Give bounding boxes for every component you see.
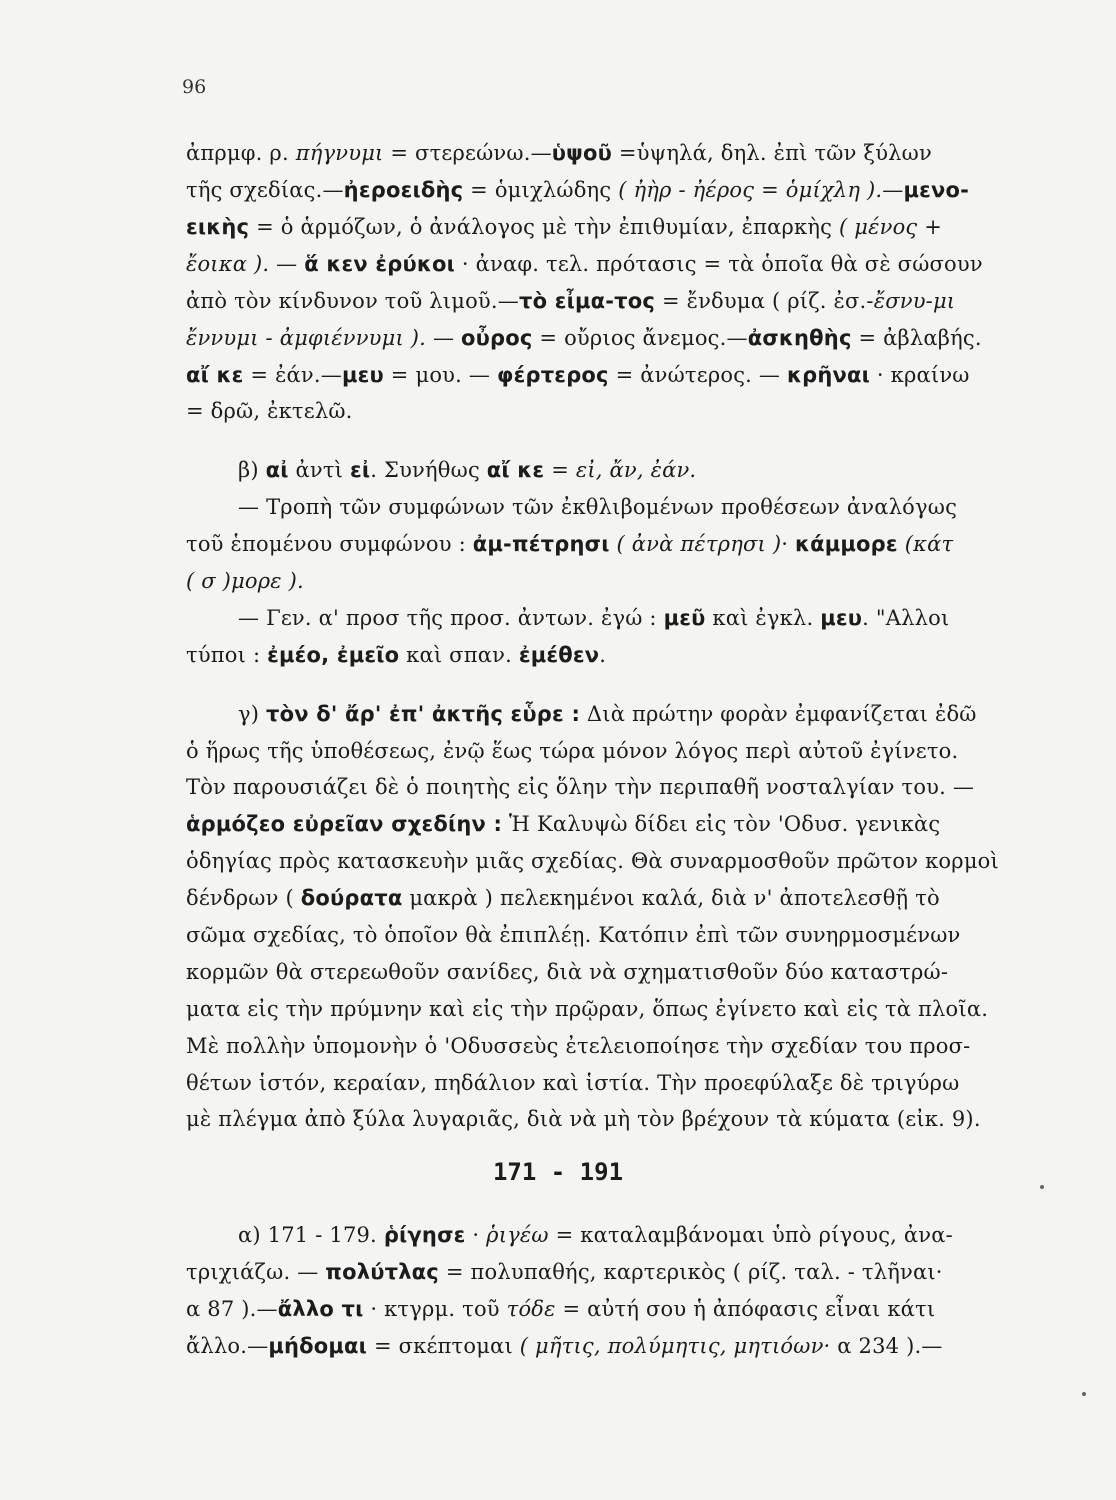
text-line [186,1257,1018,1287]
text-segment: γ) [238,702,267,726]
italic-term: ἔννυμι - ἀμφιέννυμι ). [186,326,427,350]
text-segment: τοῦ ἑπομένου συμφώνου : [186,532,473,556]
bold-term: κάμμορε [795,532,898,556]
bold-term: ἄλλο τι [277,1297,364,1321]
text-segment: ἄλλο.— [186,1334,269,1358]
section-heading: 171 - 191 [492,1158,624,1186]
text-segment: · κραίνω [870,363,970,387]
text-line [186,175,1018,205]
page-number: 96 [182,76,207,98]
bold-term: ῥίγησε [383,1223,466,1247]
text-segment: — [269,252,305,276]
text-segment: τριχιάζω. — [186,1260,326,1284]
bold-term: πολύτλας [325,1260,439,1284]
text-segment: Μὲ πολλὴν ὑπομονὴν ὁ 'Οδυσσεὺς ἐτελειοποίησε τὴν σχεδίαν του προσ- [186,1034,971,1058]
text-segment: = αὐτή σου ἡ ἀπόφασις εἶναι κάτι [555,1297,936,1321]
text-line [186,360,1018,390]
text-line [186,566,1018,596]
text-segment: ὁ ἥρως τῆς ὑποθέσεως, ἐνῷ ἕως τώρα μόνον λόγος περὶ αὐτοῦ ἐγίνετο. [186,739,959,763]
text-line [186,1104,1018,1134]
text-line [186,323,1018,353]
text-segment: — Τροπὴ τῶν συμφώνων τῶν ἐκθλιβομένων προθέσεων ἀναλόγως [238,495,958,519]
text-segment: . Συνήθως [370,458,487,482]
text-segment: σῶμα σχεδίας, τὸ ὁποῖον θὰ ἐπιπλέῃ. Κατόπιν ἐπὶ τῶν συνηρμοσμένων [186,923,961,947]
text-line [186,994,1018,1024]
italic-term: εἰ, ἄν, ἐάν. [575,458,697,482]
text-segment: β) [238,458,266,482]
bold-term: κρῆναι [787,363,871,387]
text-segment: Διὰ πρώτην φορὰν ἐμφανίζεται ἐδῶ [580,702,977,726]
bold-term: μενο- [903,178,970,202]
text-segment: =ὑψηλά, δηλ. ἐπὶ τῶν ξύλων [612,141,932,165]
italic-term: ῥιγέω [486,1223,549,1247]
text-segment [898,532,905,556]
text-segment: = πολυπαθής, καρτερικὸς ( ρίζ. ταλ. - τλῆναι· [438,1260,943,1284]
text-line [186,846,1018,876]
text-line [186,1294,1018,1324]
bold-term: αἴ κε [486,458,545,482]
italic-term: ( μένος + [839,215,943,239]
text-line [238,492,1018,522]
text-line [186,286,1018,316]
text-line [186,1068,1018,1098]
text-segment: = ἐάν.— [243,363,342,387]
text-segment: μακρὰ ) πελεκημένοι καλά, διὰ ν' ἀποτελεσθῇ τὸ [402,886,940,910]
text-segment: . "Αλλοι [862,606,950,630]
text-segment [610,532,617,556]
bold-term: μεῦ [663,606,706,630]
bold-term: μευ [341,363,384,387]
bold-term: εἰ [349,458,371,482]
bold-term: φέρτερος [496,363,609,387]
text-line [186,772,1018,802]
text-segment: · ἀναφ. τελ. πρότασις = τὰ ὁποῖα θὰ σὲ σώσουν [455,252,983,276]
text-segment: θέτων ἱστόν, κεραίαν, πηδάλιον καὶ ἱστία. Τὴν προεφύλαξε δὲ τριγύρω [186,1071,960,1095]
text-line [186,529,1018,559]
scan-speck [1040,1185,1044,1189]
text-line [238,1220,1018,1250]
italic-term: ἔσνυ-μι [873,289,956,313]
text-segment: = στερεώνω.— [383,141,552,165]
text-segment: ἀπὸ τὸν κίνδυνον τοῦ λιμοῦ.— [186,289,519,313]
italic-term: (κάτ [904,532,954,556]
text-line [186,138,1018,168]
text-segment: α 234 ).— [830,1334,943,1358]
italic-term: ( ἀνὰ πέτρησι ) [616,532,782,556]
text-segment: = [544,458,576,482]
text-segment: τύποι : [186,643,268,667]
italic-term: ( σ )μορε ). [186,569,304,593]
text-line [186,249,1018,279]
text-segment: ματα εἰς τὴν πρύμνην καὶ εἰς τὴν πρῷραν, ὅπως ἐγίνετο καὶ εἰς τὰ πλοῖα. [186,997,989,1021]
text-segment: · [781,532,795,556]
text-line [186,809,1018,839]
text-segment: ἀντὶ [288,458,350,482]
bold-term: ἠεροειδὴς [343,178,464,202]
italic-term: ( μῆτις, πολύμητις, μητιόων· [519,1334,831,1358]
text-segment: καὶ σπαν. [399,643,519,667]
text-segment: · [465,1223,487,1247]
text-segment: δένδρων ( [186,886,301,910]
text-segment: = ἀβλαβής. [851,326,982,350]
text-line [186,736,1018,766]
text-segment: = δρῶ, ἐκτελῶ. [186,399,353,423]
text-segment: · κτγρμ. τοῦ [363,1297,507,1321]
bold-term: δούρατα [300,886,403,910]
text-line [186,1331,1018,1361]
bold-term: ὑψοῦ [551,141,613,165]
text-line [186,640,1018,670]
italic-term: ( ἠὴρ - ἠέρος = ὁμίχλη ). [618,178,883,202]
bold-term: εικὴς [186,215,250,239]
text-line [186,396,1018,426]
bold-term: ἐμέθεν [518,643,600,667]
text-segment: μὲ πλέγμα ἀπὸ ξύλα λυγαριᾶς, διὰ νὰ μὴ τὸν βρέχουν τὰ κύματα (εἰκ. 9). [186,1107,981,1131]
text-segment: κορμῶν θὰ στερεωθοῦν σανίδες, διὰ νὰ σχηματισθοῦν δύο καταστρώ- [186,960,949,984]
text-line [186,957,1018,987]
text-segment: Ἡ Καλυψὼ δίδει εἰς τὸν 'Οδυσ. γενικὰς [502,812,941,836]
scan-speck [1082,1392,1086,1396]
bold-term: ἐμέο, ἐμεῖο [267,643,400,667]
text-segment: τῆς σχεδίας.— [186,178,344,202]
text-segment: = ἔνδυμα ( ρίζ. ἐσ.- [655,289,874,313]
text-line [186,883,1018,913]
text-segment: = σκέπτομαι [367,1334,520,1358]
text-segment: = μου. — [383,363,497,387]
text-segment: = ἀνώτερος. — [608,363,787,387]
italic-term: τόδε [506,1297,556,1321]
bold-term: ἀσκηθὴς [747,326,852,350]
bold-term: τὸ εἶμα-τος [518,289,656,313]
text-segment: α) 171 - 179. [238,1223,384,1247]
italic-term: ἔοικα ). [186,252,270,276]
text-segment: = ὁμιχλώδης [463,178,619,202]
text-segment: — [882,178,904,202]
text-line [186,1031,1018,1061]
text-segment: = οὔριος ἄνεμος.— [532,326,748,350]
bold-term: μευ [820,606,863,630]
text-segment: ὁδηγίας πρὸς κατασκευὴν μιᾶς σχεδίας. Θὰ συναρμοσθοῦν πρῶτον κορμοὶ [186,849,999,873]
text-line [238,699,1018,729]
bold-term: αἰ [265,458,289,482]
text-line [186,212,1018,242]
text-segment: = ὁ ἁρμόζων, ὁ ἀνάλογος μὲ τὴν ἐπιθυμίαν, ἐπαρκὴς [249,215,840,239]
bold-term: αἴ κε [186,363,244,387]
text-segment: α 87 ).— [186,1297,278,1321]
text-segment: — [426,326,462,350]
bold-term: ἁρμόζεο εὐρεῖαν σχεδίην : [186,812,503,836]
text-segment: . [599,643,607,667]
text-segment: καὶ ἐγκλ. [705,606,821,630]
text-segment: — Γεν. α' προσ τῆς προσ. ἀντων. ἐγώ : [238,606,664,630]
text-segment: ἀπρμφ. ρ. [186,141,296,165]
text-segment: Τὸν παρουσιάζει δὲ ὁ ποιητὴς εἰς ὅλην τὴν περιπαθῆ νοσταλγίαν του. — [186,775,975,799]
bold-term: ἀμ-πέτρησι [472,532,610,556]
text-line [238,603,1018,633]
bold-term: οὖρος [461,326,533,350]
text-line [186,920,1018,950]
bold-term: μήδομαι [268,1334,368,1358]
bold-term: ἅ κεν ἐρύκοι [304,252,455,276]
text-line [238,455,1018,485]
italic-term: πήγνυμι [295,141,384,165]
bold-term: τὸν δ' ἄρ' ἐπ' ἀκτῆς εὗρε : [266,702,581,726]
text-segment: = καταλαμβάνομαι ὑπὸ ρίγους, ἀνα- [548,1223,953,1247]
